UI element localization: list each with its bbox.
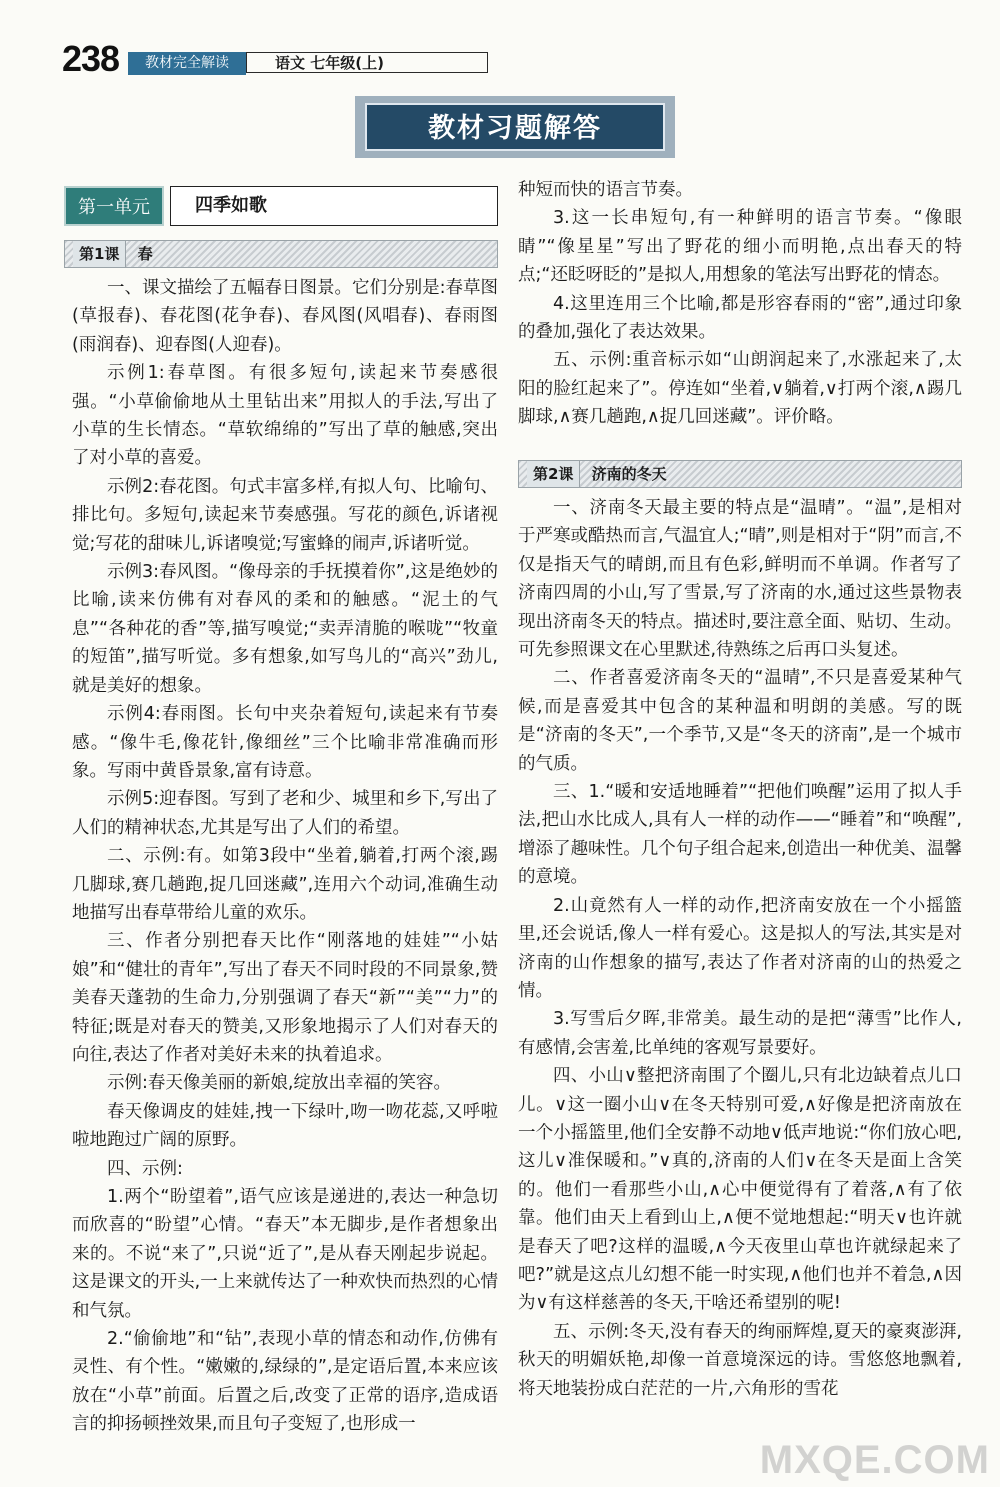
paragraph: 示例3:春风图。“像母亲的手抚摸着你”,这是绝妙的比喻,读来仿佛有对春风的柔和的触感。“泥土的气息”“各种花的香”等,描写嗅觉;“卖弄清脆的喉咙”“牧童的短笛”,描写听觉。多有想象,如写鸟儿的“高兴”劲儿,就是美好的想象。 xyxy=(72,562,498,696)
paragraph: 4.这里连用三个比喻,都是形容春雨的“密”,通过印象的叠加,强化了表达效果。 xyxy=(518,293,962,343)
paragraph: 四、小山∨整把济南围了个圈儿,只有北边缺着点儿口儿。∨这一圈小山∨在冬天特别可爱,∧好像是把济南放在一个小摇篮里,他们全安静不动地∨低声地说:“你们放心吧,这儿∨准保暖和。”∨真的,济南的人们∨在冬天是面上含笑的。他们一看那些小山,∧心中便觉得有了着落,∧有了依靠。他们由天上看到山上,∧便不觉地想起:“明天∨也许就是春天了吧?这样的温暖,∧今天夜里山草也许就绿起来了吧?”就是这点儿幻想不能一时实现,∧他们也并不着急,∧因为∨有这样慈善的冬天,干啥还希望别的呢! xyxy=(518,1066,962,1314)
paragraph: 3.写雪后夕晖,非常美。最生动的是把“薄雪”比作人,有感情,会害羞,比单纯的客观写景要好。 xyxy=(518,1009,962,1058)
paragraph: 二、示例:有。如第3段中“坐着,躺着,打两个滚,踢几脚球,赛几趟跑,捉几回迷藏”,连用六个动词,准确生动地描写出春草带给儿童的欢乐。 xyxy=(72,846,498,923)
paragraph: 示例2:春花图。句式丰富多样,有拟人句、比喻句、排比句。多短句,读起来节奏感强。写花的颜色,诉诸视觉;写花的甜味儿,诉诸嗅觉;写蜜蜂的闹声,诉诸听觉。 xyxy=(72,476,498,554)
paragraph: 三、作者分别把春天比作“刚落地的娃娃”“小姑娘”和“健壮的青年”,写出了春天不同时段的不同景象,赞美春天蓬勃的生命力,分别强调了春天“新”“美”“力”的特征;既是对春天的赞美,又形象地揭示了人们对春天的向往,表达了作者对美好未来的执着追求。 xyxy=(72,931,498,1065)
paragraph: 四、示例: xyxy=(107,1158,183,1179)
paragraph: 五、示例:冬天,没有春天的绚丽辉煌,夏天的豪爽澎湃,秋天的明媚妖艳,却像一首意境深远的诗。雪悠悠地飘着,将天地装扮成白茫茫的一片,六角形的雪花 xyxy=(518,1321,962,1399)
unit-label: 第一单元 xyxy=(64,186,164,226)
paragraph: 春天像调皮的娃娃,拽一下绿叶,吻一吻花蕊,又呼啦啦地跑过广阔的原野。 xyxy=(72,1101,498,1151)
right-column-bottom xyxy=(518,494,962,1403)
paragraph: 示例1:春草图。有很多短句,读起来节奏感很强。“小草偷偷地从土里钻出来”用拟人的手法,写出了小草的生长情态。“草软绵绵的”写出了草的触感,突出了对小草的喜爱。 xyxy=(72,363,498,469)
unit-header xyxy=(64,186,498,226)
unit-title: 四季如歌 xyxy=(170,186,498,226)
paragraph: 一、课文描绘了五幅春日图景。它们分别是:春草图(草报春)、春花图(花争春)、春风图(风唱春)、春雨图(雨润春)、迎春图(人迎春)。 xyxy=(72,278,498,355)
paragraph: 3.这一长串短句,有一种鲜明的语言节奏。“像眼睛”“像星星”写出了野花的细小而明艳,点出春天的特点;“还眨呀眨的”是拟人,用想象的笔法写出野花的情态。 xyxy=(518,208,962,286)
paragraph: 一、济南冬天最主要的特点是“温晴”。“温”,是相对于严寒或酷热而言,气温宜人;“晴”,则是相对于“阴”而言,不仅是指天气的晴朗,而且有色彩,鲜明而不单调。作者写了济南四周的小山,写了雪景,写了济南的水,通过这些景物表现出济南冬天的特点。描述时,要注意全面、贴切、生动。可先参照课文在心里默述,待熟练之后再口头复述。 xyxy=(518,498,962,661)
page-header xyxy=(62,38,434,79)
paragraph: 三、1.“暖和安适地睡着”“把他们唤醒”运用了拟人手法,把山水比成人,具有人一样的动作——“睡着”和“唤醒”,增添了趣味性。几个句子组合起来,创造出一种优美、温馨的意境。 xyxy=(518,782,962,888)
lesson-title: 济南的冬天 xyxy=(591,465,667,483)
lesson-number: 第1课 xyxy=(73,241,126,267)
paragraph: 1.两个“盼望着”,语气应该是递进的,表达一种急切而欣喜的“盼望”心情。“春天”本无脚步,是作者想象出来的。不说“来了”,只说“近了”,是从春天刚起步说起。这是课文的开头,一上来就传达了一种欢快而热烈的心情和气氛。 xyxy=(72,1187,498,1321)
left-column xyxy=(72,274,498,1439)
series-tag: 教材完全解读 xyxy=(128,52,246,75)
paragraph: 示例:春天像美丽的新娘,绽放出幸福的笑容。 xyxy=(107,1073,451,1094)
paragraph: 种短而快的语言节奏。 xyxy=(518,180,693,200)
section-title: 教材习题解答 xyxy=(365,103,665,151)
section-title-banner xyxy=(355,96,675,158)
paragraph: 示例5:迎春图。写到了老和少、城里和乡下,写出了人们的精神状态,尤其是写出了人们的希望。 xyxy=(72,789,498,838)
watermark: MXQE.COM xyxy=(759,1438,990,1482)
right-column-top xyxy=(518,176,962,432)
page-number: 238 xyxy=(62,38,120,79)
paragraph: 二、作者喜爱济南冬天的“温晴”,不只是喜爱某种气候,而是喜爱其中包含的某种温和明朗的美感。写的既是“济南的冬天”,一个季节,又是“冬天的济南”,是一个城市的气质。 xyxy=(518,668,962,774)
paragraph: 2.“偷偷地”和“钻”,表现小草的情态和动作,仿佛有灵性、有个性。“嫩嫩的,绿绿的”,是定语后置,本来应该放在“小草”前面。后置之后,改变了正常的语序,造成语言的抑扬顿挫效果,而且句子变短了,也形成一 xyxy=(72,1329,498,1435)
subject-grade-tag: 语文 七年级(上) xyxy=(246,52,488,73)
lesson-header-1 xyxy=(64,240,498,268)
lesson-header-2 xyxy=(518,460,962,488)
paragraph: 2.山竟然有人一样的动作,把济南安放在一个小摇篮里,还会说话,像人一样有爱心。这是拟人的写法,其实是对济南的山作想象的描写,表达了作者对济南的山的热爱之情。 xyxy=(518,895,962,1001)
paragraph: 五、示例:重音标示如“山朗润起来了,水涨起来了,太阳的脸红起来了”。停连如“坐着,∨躺着,∨打两个滚,∧踢几脚球,∧赛几趟跑,∧捉几回迷藏”。评价略。 xyxy=(518,350,962,428)
lesson-number: 第2课 xyxy=(527,461,580,487)
paragraph: 示例4:春雨图。长句中夹杂着短句,读起来有节奏感。“像牛毛,像花针,像细丝”三个比喻非常准确而形象。写雨中黄昏景象,富有诗意。 xyxy=(72,704,498,781)
lesson-title: 春 xyxy=(137,245,153,263)
